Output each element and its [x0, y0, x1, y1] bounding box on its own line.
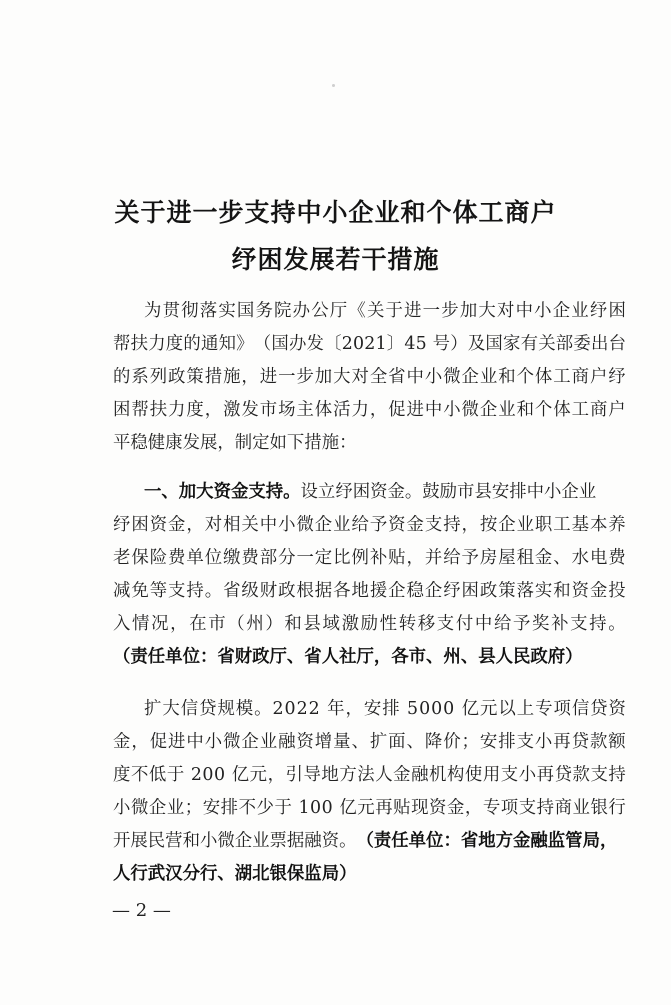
credit-line: 度 不 低 于 2 0 0 亿 元 ， 引 导 地 方 法 人 金 融 机 构 使 用 支 小 再 贷 款 支 持 [113, 765, 626, 785]
credit-line: 金 ， 促 进 中 小 微 企 业 融 资 增 量 、 扩 面 、 降 价 ； 安 排 支 小 再 贷 款 额 [113, 732, 626, 752]
section1-line: 入 情 况 ， 在 市 （ 州 ） 和 县 域 激 励 性 转 移 支 付 中 给 予 奖 补 支 持 。 [113, 614, 626, 634]
scan-speck [332, 84, 335, 87]
section1-line: 减 免 等 支 持 。 省 级 财 政 根 据 各 地 援 企 稳 企 纾 困 政 策 落 实 和 资 金 投 [113, 581, 626, 601]
intro-line: 的 系 列 政 策 措 施 ， 进 一 步 加 大 对 全 省 中 小 微 企 业 和 个 体 工 商 户 纾 [113, 367, 626, 387]
intro-line [113, 431, 626, 455]
section1-line1-text: 设立纾困资金。鼓励市县安排中小企业 [300, 482, 597, 502]
document-title-line2: 纾困发展若干措施 [231, 245, 440, 274]
document-title-line1: 关于进一步支持中小企业和个体工商户 [114, 198, 557, 227]
section1-heading: 一、加大资金支持。 [144, 482, 301, 502]
credit-line: 小 微 企 业 ； 安 排 不 少 于 1 0 0 亿 元 再 贴 现 资 金 ， 专 项 支 持 商 业 银 行 [113, 798, 626, 818]
section1-line: 纾 困 资 金 ， 对 相 关 中 小 微 企 业 给 予 资 金 支 持 ， 按 企 业 职 工 基 本 养 [113, 515, 626, 535]
credit-responsibility: （责任单位：省地方金融监管局， [356, 831, 618, 851]
section1-responsibility: （责任单位：省财政厅、省人社厅，各市、州、县人民政府） [113, 647, 583, 667]
credit-responsibility: 人行武汉分行、湖北银保监局） [113, 864, 357, 884]
credit-text: 开展民营和小微企业票据融资。 [113, 831, 357, 851]
credit-line: 扩 大 信 贷 规 模 。 2 0 2 2 年 ， 安 排 5 0 0 0 亿 元 以 上 专 项 信 贷 资 [144, 699, 626, 719]
credit-line [113, 829, 626, 853]
page-number: — 2 — [112, 900, 171, 921]
section1-line: 老 保 险 费 单 位 缴 费 部 分 一 定 比 例 补 贴 ， 并 给 予 房 屋 租 金 、 水 电 费 [113, 548, 626, 568]
section1-responsibility-line [113, 645, 626, 669]
section1-heading-line [144, 480, 626, 504]
credit-responsibility-line [113, 862, 626, 886]
intro-line: 困 帮 扶 力 度 ， 激 发 市 场 主 体 活 力 ， 促 进 中 小 微 企 业 和 个 体 工 商 户 [113, 400, 626, 420]
intro-line: 为 贯 彻 落 实 国 务 院 办 公 厅 《 关 于 进 一 步 加 大 对 中 小 企 业 纾 困 [144, 301, 626, 321]
intro-line: 帮 扶 力 度 的 通 知 》 （ 国 办 发 〔 2 0 2 1 〕 4 5 号 ） 及 国 家 有 关 部 委 出 台 [113, 334, 626, 354]
intro-text: 平稳健康发展，制定如下措施： [113, 433, 357, 453]
